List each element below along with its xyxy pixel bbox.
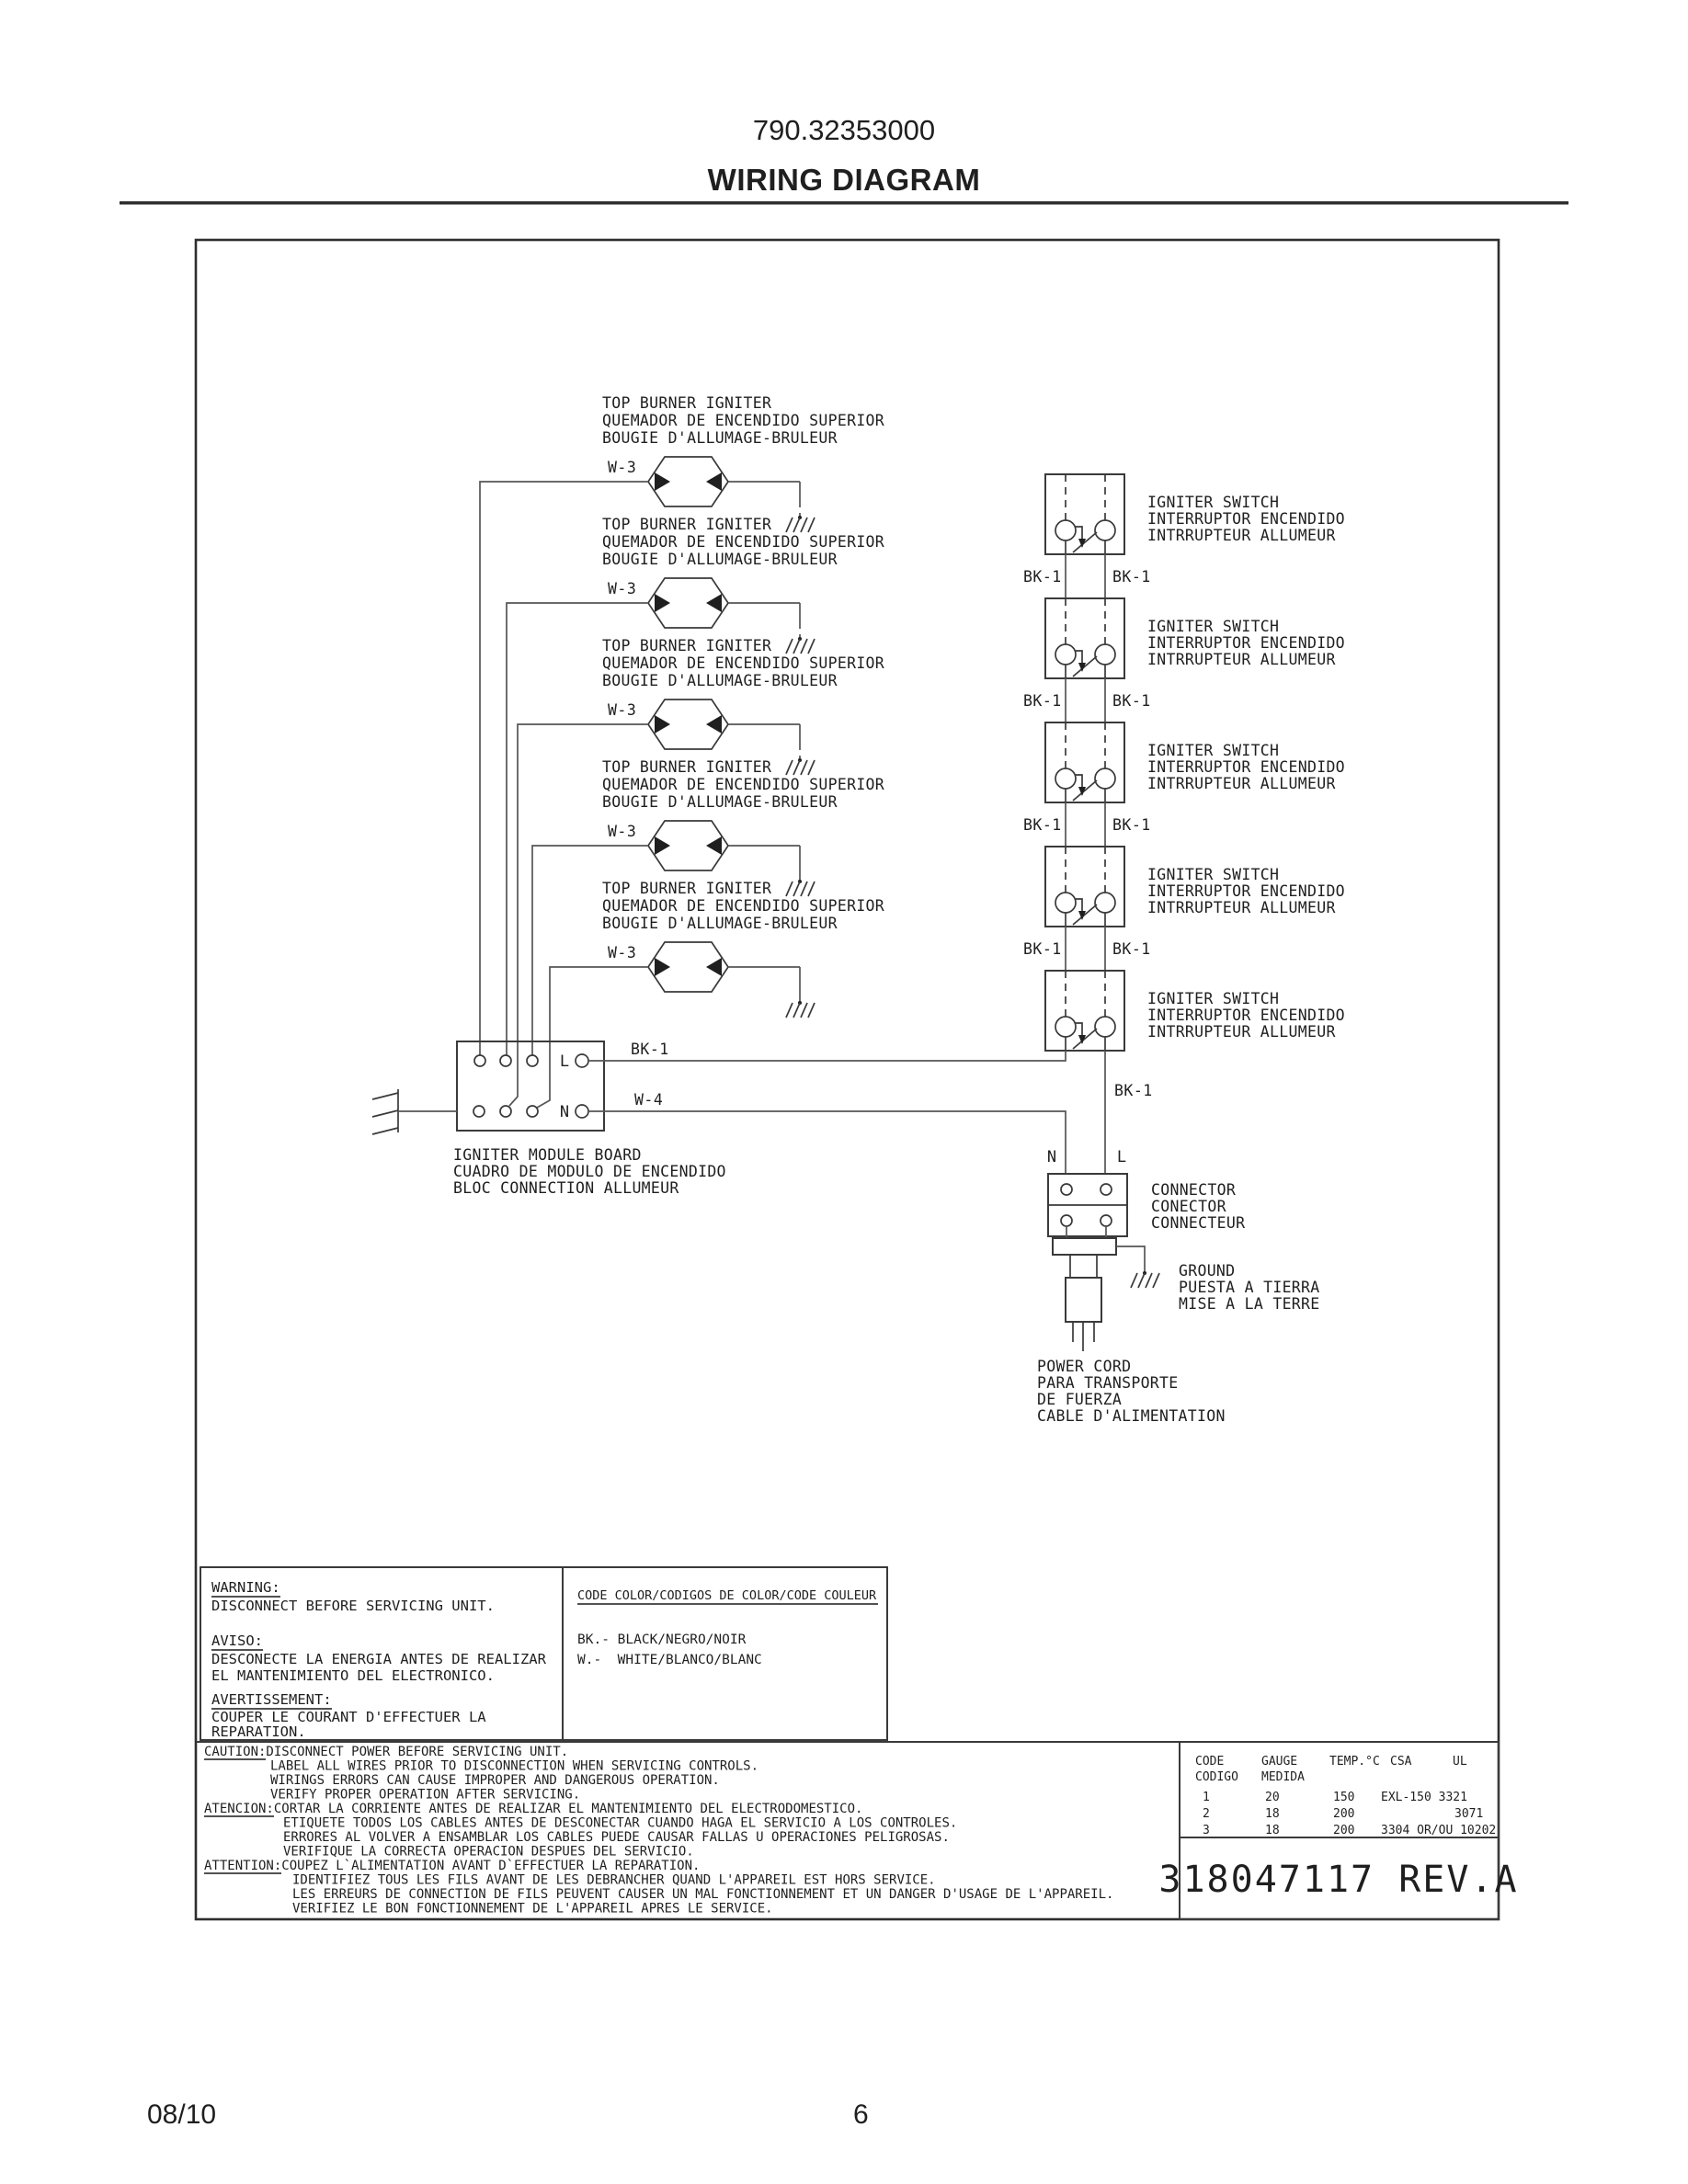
- board-label-es: CUADRO DE MODULO DE ENCENDIDO: [453, 1163, 726, 1180]
- table-cell: 200: [1333, 1807, 1355, 1821]
- board-label-en: IGNITER MODULE BOARD: [453, 1146, 642, 1164]
- wire-tag-bk1: BK-1: [1023, 692, 1062, 710]
- wire-tag-bk1: BK-1: [1112, 692, 1151, 710]
- code-color-item-bk: BK.- BLACK/NEGRO/NOIR: [577, 1632, 747, 1647]
- table-header: CSA: [1390, 1755, 1412, 1769]
- ground-label-fr: MISE A LA TERRE: [1179, 1295, 1320, 1313]
- table-cell: 150: [1333, 1791, 1355, 1804]
- board-terminal-n: N: [559, 1103, 570, 1121]
- table-subheader: MEDIDA: [1261, 1770, 1305, 1784]
- aviso-title: AVISO:: [211, 1632, 263, 1649]
- caution-line-1: CAUTION:DISCONNECT POWER BEFORE SERVICING UNIT.: [204, 1745, 569, 1759]
- top-burner-igniter-4: [602, 758, 884, 870]
- board-terminal-l: L: [559, 1052, 570, 1071]
- connector-feed-wires: [1047, 1051, 1153, 1174]
- top-burner-igniter-2: [602, 516, 884, 628]
- wire-tag-bk1: BK-1: [1023, 816, 1062, 834]
- avertissement-line1: COUPER LE COURANT D'EFFECTUER LA: [211, 1709, 486, 1725]
- page-title: WIRING DIAGRAM: [707, 163, 981, 197]
- table-cell: 20: [1265, 1791, 1280, 1804]
- caution-line-4: VERIFY PROPER OPERATION AFTER SERVICING.: [270, 1787, 581, 1803]
- board-output-wires: [588, 1041, 1066, 1174]
- power-cord-label: [1037, 1358, 1226, 1425]
- caution-line-2: LABEL ALL WIRES PRIOR TO DISCONNECTION WHEN SERVICING CONTROLS.: [270, 1758, 759, 1774]
- caution-line-3: WIRINGS ERRORS CAN CAUSE IMPROPER AND DANGEROUS OPERATION.: [270, 1773, 720, 1788]
- aviso-line1: DESCONECTE LA ENERGIA ANTES DE REALIZAR: [211, 1651, 546, 1667]
- connector-terminal-l: L: [1116, 1148, 1127, 1166]
- wire-tag-bk1: BK-1: [1112, 568, 1151, 586]
- ground-branch: [1116, 1246, 1320, 1313]
- code-color-box: [563, 1567, 887, 1740]
- power-cord-line2: PARA TRANSPORTE: [1037, 1374, 1179, 1392]
- igniter-switch-5: [1045, 971, 1345, 1051]
- table-cell: 200: [1333, 1824, 1355, 1837]
- table-cell: 18: [1265, 1807, 1280, 1821]
- aviso-line2: EL MANTENIMIENTO DEL ELECTRONICO.: [211, 1667, 495, 1684]
- ground-label-es: PUESTA A TIERRA: [1179, 1279, 1320, 1296]
- caution-line-5: ATENCION:CORTAR LA CORRIENTE ANTES DE REALIZAR EL MANTENIMIENTO DEL ELECTRODOMESTICO.: [204, 1802, 863, 1816]
- wire-tag-w4: W-4: [634, 1091, 664, 1109]
- igniter-ground-symbol: [786, 516, 815, 532]
- code-color-item-w: W.- WHITE/BLANCO/BLANC: [577, 1653, 762, 1667]
- table-cell: 18: [1265, 1824, 1280, 1837]
- top-burner-igniter-5: [602, 880, 884, 992]
- wire-tag-bk1: BK-1: [1112, 816, 1151, 834]
- table-header: CODE: [1195, 1755, 1225, 1769]
- wiring-diagram-canvas: IGNITER SWITCH INTERRUPTOR ENCENDIDO INTRRUPTEUR ALLUMEUR 790.32353000 WIRING DIAGRAM BK-1 BK-1BK-1 BK-1BK-1 BK-1BK-1 BK-1CAUTION:DISCONNECT POWER BEFORE SERVICING UNIT.LABEL ALL WIRES PRIOR TO DISCONNECTION WHEN SERVICING CONTROLS.WIRINGS ERRORS CAN CAUSE IMPROPER AND DANGEROUS OPERATION.VERIFY PROPER OPERATION AFTER SERVICING.ATENCION:CORTAR LA CORRIENTE ANTES DE REALIZAR EL MANTENIMIENTO DEL ELECTRODOMESTICO.ETIQUETE TODOS LOS CABLES ANTES DE DESCONECTAR CUANDO HAGA EL SERVICIO A LOS CONTROLES.ERRORES AL VOLVER A ENSAMBLAR LOS CABLES PUEDE CAUSAR FALLAS U OPERACIONES PELIGROSAS.VERIFIQUE LA CORRECTA OPERACION DESPUES DEL SERVICIO.ATTENTION:COUPEZ L`ALIMENTATION AVANT D`EFFECTUER LA REPARATION.IDENTIFIEZ TOUS LES FILS AVANT DE LES DEBRANCHER QUAND L'APPAREIL EST HORS SERVICE.LES ERREURS DE CONNECTION DE FILS PEUVENT CAUSER UN MAL FONCTIONNEMENT ET UN DANGER D'USAGE DE L'APPAREIL.VERIFIEZ LE BON FONCTIONNEMENT DE L'APPAREIL APRES LE SERVICE.CODE GAUGE TEMP.°C CSA ULCODIGO MEDIDA1 20 150 EXL-150 33212 18 200 30713 18 200 3304 OR/OU 10202 L N IGNITER MODULE BOARD CUADRO DE MODULO DE ENCENDIDO BLOC CONNECTION ALLUMEUR BK-1 W-4 BK-1 N L CONNECTOR CONECTOR CONNECTEUR GROUND PUESTA A TIERRA MISE A LA TERRE POWER CORD PARA TRANSPORTE DE FUERZA CABLE D'ALIMENTATION WARNING: DISCONNECT BEFORE SERVICING UNIT. AVISO: DESCONECTE LA ENERGIA ANTES DE REALIZAR EL MANTENIMIENTO DEL ELECTRONICO. AVERTISSEMENT: COUPER LE COURANT D'EFFECTUER LA REPARATION. CODE COLOR/CODIGOS DE COLOR/CODE COULEUR BK.- BLACK/NEGRO/NOIR W.- WHITE/BLANCO/BLANC 318047117 REV.A 08/10 6: [0, 0, 1688, 2184]
- board-label-fr: BLOC CONNECTION ALLUMEUR: [453, 1179, 679, 1197]
- warning-title: WARNING:: [211, 1579, 280, 1596]
- caution-line-9: ATTENTION:COUPEZ L`ALIMENTATION AVANT D`EFFECTUER LA REPARATION.: [204, 1859, 701, 1873]
- avertissement-line2: REPARATION.: [211, 1723, 306, 1740]
- connector-label-fr: CONNECTEUR: [1151, 1214, 1246, 1232]
- igniter-ground-symbol: [786, 637, 815, 654]
- top-burner-igniter-3: [602, 637, 884, 749]
- wire-tag-bk1-module: BK-1: [631, 1041, 669, 1058]
- caution-line-10: IDENTIFIEZ TOUS LES FILS AVANT DE LES DEBRANCHER QUAND L'APPAREIL EST HORS SERVICE.: [292, 1872, 936, 1888]
- warning-line: DISCONNECT BEFORE SERVICING UNIT.: [211, 1598, 495, 1614]
- connector-label-en: CONNECTOR: [1151, 1181, 1237, 1199]
- table-cell: 3: [1203, 1824, 1210, 1837]
- igniter-ground-symbol: [786, 1001, 815, 1018]
- power-cord-line4: CABLE D'ALIMENTATION: [1037, 1407, 1226, 1425]
- table-cell: 3304 OR/OU 10202: [1381, 1824, 1497, 1837]
- table-header: UL: [1453, 1755, 1467, 1769]
- caution-line-11: LES ERREURS DE CONNECTION DE FILS PEUVENT CAUSER UN MAL FONCTIONNEMENT ET UN DANGER D'USAGE DE L'APPAREIL.: [292, 1887, 1114, 1902]
- caution-line-7: ERRORES AL VOLVER A ENSAMBLAR LOS CABLES PUEDE CAUSAR FALLAS U OPERACIONES PELIGROSAS.: [283, 1830, 950, 1845]
- warning-box: [200, 1567, 563, 1740]
- connector-terminal-n: N: [1046, 1148, 1057, 1166]
- igniter-ground-symbol: [786, 758, 815, 775]
- part-number-box: [1158, 1837, 1518, 1919]
- igniter-module-board: [453, 1041, 726, 1197]
- igniter-switch-3: [1045, 722, 1345, 802]
- footer-date: 08/10: [147, 2099, 217, 2130]
- table-cell: 1: [1203, 1791, 1210, 1804]
- table-subheader: CODIGO: [1195, 1770, 1238, 1784]
- table-cell: 2: [1203, 1807, 1210, 1821]
- ground-label-en: GROUND: [1179, 1262, 1236, 1280]
- wire-tag-bk1: BK-1: [1023, 940, 1062, 958]
- igniter-ground-symbol: [786, 880, 815, 896]
- wire-tag-bk1: BK-1: [1023, 568, 1062, 586]
- footer-page-number: 6: [853, 2099, 869, 2130]
- model-number: 790.32353000: [752, 114, 936, 146]
- connector: [1048, 1174, 1245, 1236]
- igniter-riser-wire: [537, 967, 648, 1108]
- igniter-switch-2: [1045, 598, 1345, 678]
- table-cell: EXL-150 3321: [1381, 1791, 1467, 1804]
- burner-electrode-icon: [372, 1089, 457, 1134]
- avertissement-title: AVERTISSEMENT:: [211, 1691, 332, 1708]
- caution-line-6: ETIQUETE TODOS LOS CABLES ANTES DE DESCONECTAR CUANDO HAGA EL SERVICIO A LOS CONTROLES.: [283, 1815, 958, 1831]
- wire-tag-bk1-connector: BK-1: [1114, 1082, 1153, 1099]
- caution-line-12: VERIFIEZ LE BON FONCTIONNEMENT DE L'APPAREIL APRES LE SERVICE.: [292, 1901, 773, 1917]
- igniter-switch-4: [1045, 847, 1345, 927]
- connector-label-es: CONECTOR: [1151, 1198, 1226, 1215]
- igniter-switch-1: [1045, 474, 1345, 554]
- top-burner-igniter-1: [602, 394, 884, 506]
- table-header: GAUGE: [1261, 1755, 1298, 1769]
- caution-line-8: VERIFIQUE LA CORRECTA OPERACION DESPUES DEL SERVICIO.: [283, 1844, 694, 1860]
- power-cord-line1: POWER CORD: [1037, 1358, 1132, 1375]
- table-header: TEMP.°C: [1329, 1755, 1380, 1769]
- code-color-title: CODE COLOR/CODIGOS DE COLOR/CODE COULEUR: [577, 1588, 877, 1603]
- power-cord-line3: DE FUERZA: [1037, 1391, 1123, 1408]
- wire-tag-bk1: BK-1: [1112, 940, 1151, 958]
- title-rule: [120, 201, 1568, 205]
- part-number: 318047117 REV.A: [1158, 1859, 1519, 1901]
- table-cell: 3071: [1454, 1807, 1484, 1821]
- power-cord-plug: [1053, 1226, 1116, 1351]
